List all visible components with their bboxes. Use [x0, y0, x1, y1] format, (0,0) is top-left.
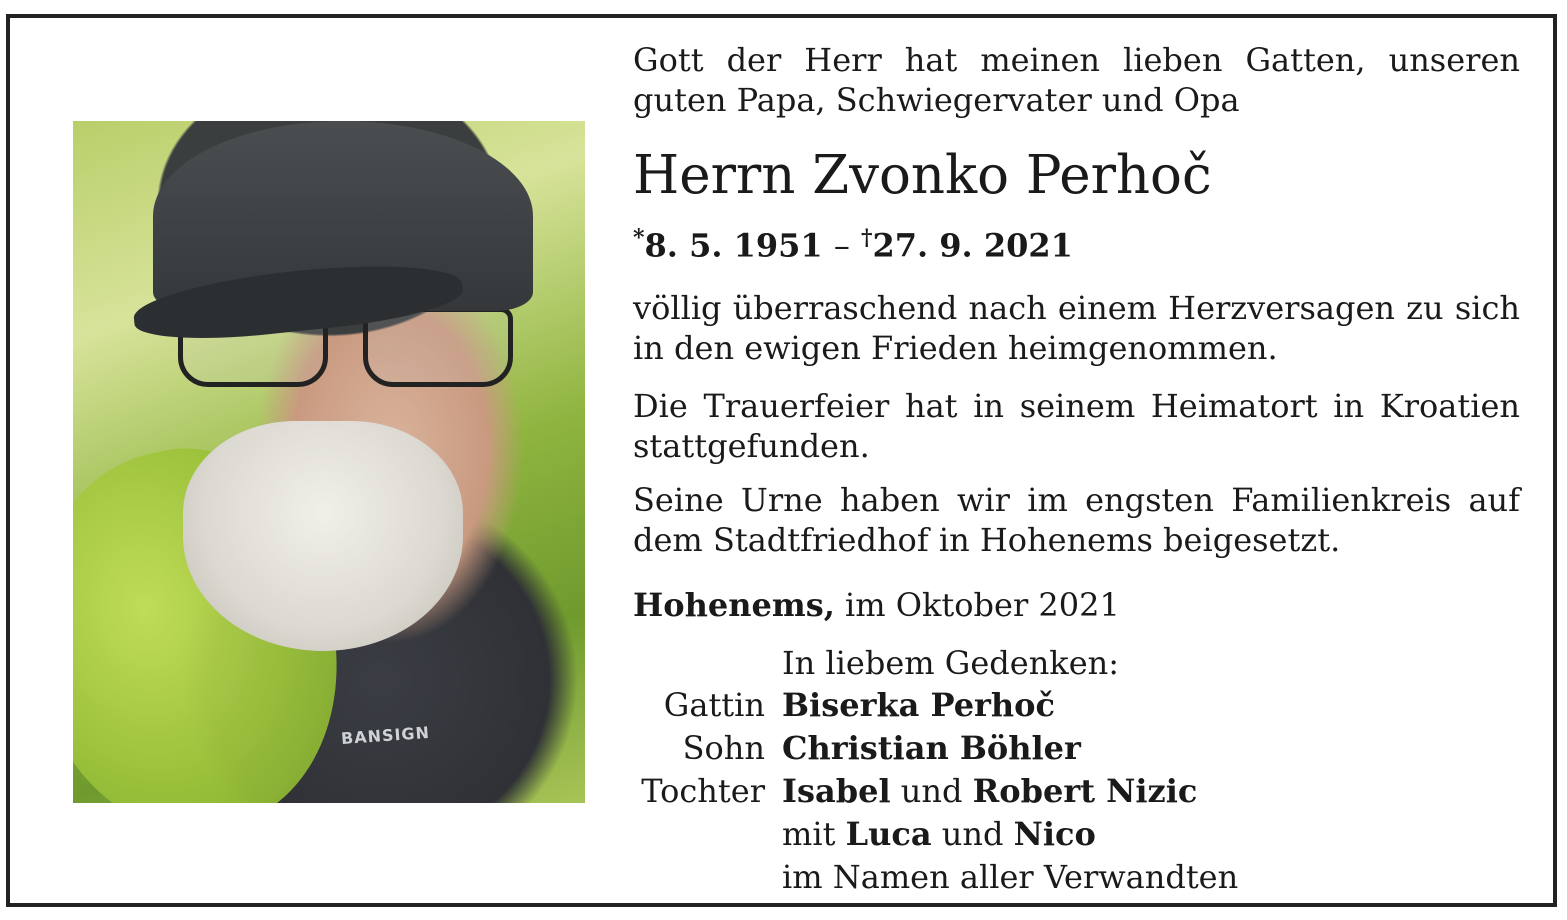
place-date — [633, 585, 1120, 625]
death-date: 27. 9. 2021 — [872, 226, 1073, 265]
grandchild-2: Nico — [1013, 815, 1096, 853]
paragraph-1: völlig überraschend nach einem Herzversagen zu sich in den ewigen Frieden heimgenommen. — [633, 289, 1520, 367]
grandchildren-line — [782, 813, 1096, 856]
shirt-print: BANSIGN — [340, 722, 431, 749]
intro-text: Gott der Herr hat meinen lieben Gatten, unseren guten Papa, Schwiegervater und Opa — [633, 41, 1520, 119]
relation-gattin: Gattin — [663, 686, 765, 724]
death-symbol: † — [860, 225, 873, 251]
closing-line: im Namen aller Verwandten — [782, 858, 1239, 896]
relation-tochter: Tochter — [641, 772, 765, 810]
place-month: im Oktober 2021 — [845, 586, 1120, 624]
paragraph-2: Die Trauerfeier hat in seinem Heimatort in Kroatien stattgefunden. — [633, 387, 1520, 465]
memorial-heading: In liebem Gedenken: — [782, 644, 1120, 682]
beard-shape — [183, 421, 463, 651]
grandchildren-prefix: mit — [782, 815, 836, 853]
mourner-sohn: Christian Böhler — [782, 729, 1081, 767]
mourner-gattin: Biserka Perhoč — [782, 686, 1055, 724]
grandchild-1: Luca — [845, 815, 932, 853]
mourner-tochter-name2: Robert Nizic — [972, 772, 1198, 810]
place-city: Hohenems, — [633, 586, 835, 624]
mourner-tochter — [782, 770, 1197, 813]
mourner-tochter-name1: Isabel — [782, 772, 891, 810]
mourner-tochter-conj: und — [900, 772, 963, 810]
grandchildren-conj: und — [941, 815, 1004, 853]
birth-symbol: * — [633, 225, 645, 251]
date-separator: – — [833, 226, 850, 265]
life-dates — [633, 225, 1073, 265]
deceased-name: Herrn Zvonko Perhoč — [633, 145, 1212, 206]
relation-sohn: Sohn — [682, 729, 765, 767]
obituary-card — [6, 14, 1557, 907]
birth-date: 8. 5. 1951 — [644, 226, 823, 265]
portrait-photo — [73, 121, 585, 803]
paragraph-3: Seine Urne haben wir im engsten Familienkreis auf dem Stadtfriedhof in Hohenems beigesetzt. — [633, 481, 1520, 559]
